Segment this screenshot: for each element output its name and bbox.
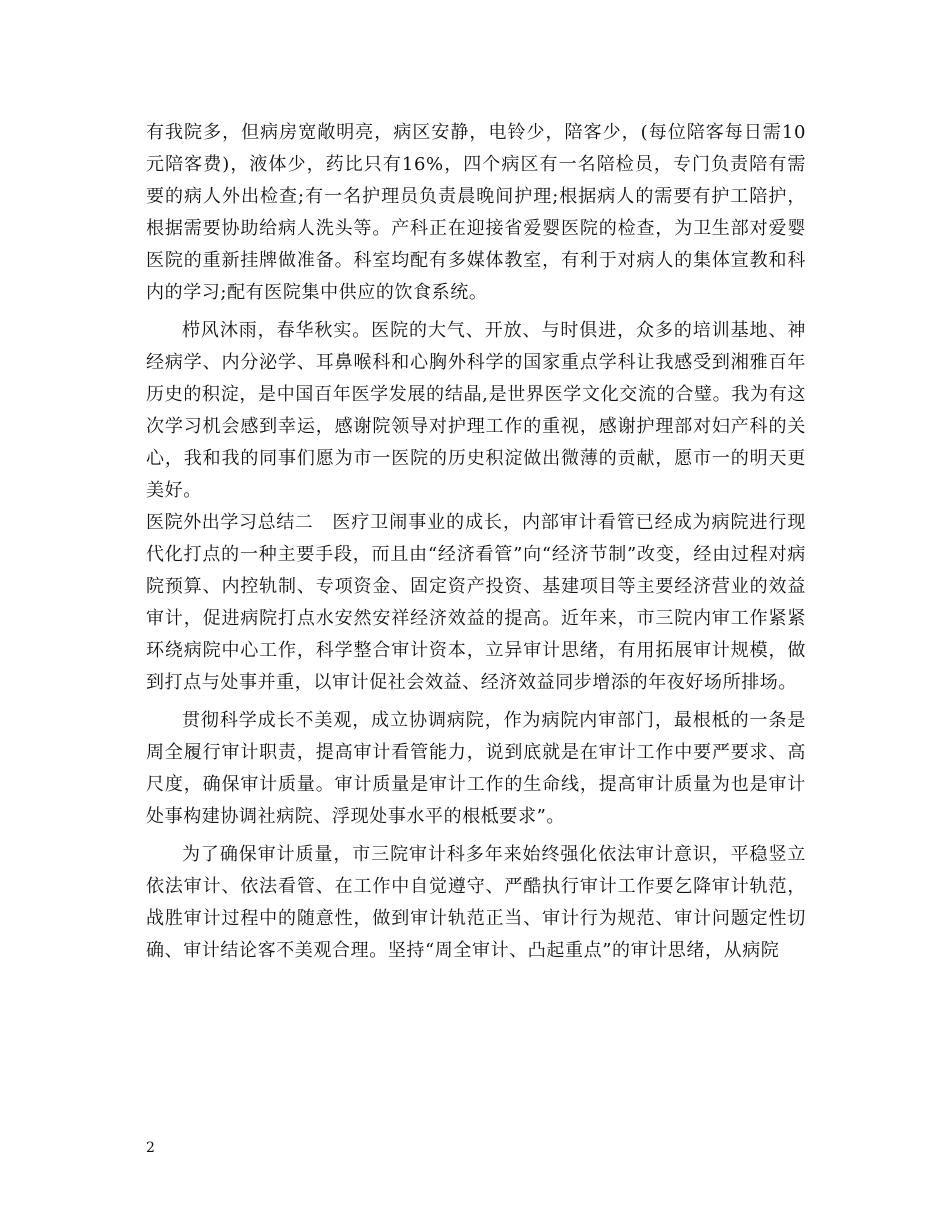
paragraph-3 [146,507,806,699]
document-body [146,117,806,967]
paragraph-5: 为了确保审计质量，市三院审计科多年来始终强化依法审计意识，平稳竖立依法审计、依法看管、在工作中自觉遵守、严酷执行审计工作要乞降审计轨范，战胜审计过程中的随意性，做到审计轨范正当、审计行为规范、审计问题定性切确、审计结论客不美观合理。坚持“周全审计、凸起重点”的审计思绪，从病院 [146,844,806,961]
paragraph-3-text: 医疗卫闹事业的成长，内部审计看管已经成为病院进行现代化打点的一种主要手段，而且由“经济看管”向“经济节制”改变，经由过程对病院预算、内控轨制、专项资金、固定资产投资、基建项目等主要经济营业的效益审计，促进病院打点水安然安祥经济效益的提高。近年来，市三院内审工作紧紧环绕病院中心工作，科学整合审计资本，立异审计思绪，有用拓展审计规模，做到打点与处事并重，以审计促社会效益、经济效益同步增添的年夜好场所排场。 [146,512,806,693]
paragraph-1: 有我院多，但病房宽敞明亮，病区安静，电铃少，陪客少，(每位陪客每日需10元陪客费)，液体少，药比只有16%，四个病区有一名陪检员，专门负责陪有需要的病人外出检查;有一名护理员负责晨晚间护理;根据病人的需要有护工陪护，根据需要协助给病人洗头等。产科正在迎接省爱婴医院的检查，为卫生部对爱婴医院的重新挂牌做准备。科室均配有多媒体教室，有利于对病人的集体宣教和科内的学习;配有医院集中供应的饮食系统。 [146,122,806,303]
paragraph-2: 栉风沐雨，春华秋实。医院的大气、开放、与时俱进，众多的培训基地、神经病学、内分泌学、耳鼻喉科和心胸外科学的国家重点学科让我感受到湘雅百年历史的积淀，是中国百年医学发展的结晶,是世界医学文化交流的合璧。我为有这次学习机会感到幸运，感谢院领导对护理工作的重视，感谢护理部对妇产科的关心，我和我的同事们愿为市一医院的历史积淀做出微薄的贡献，愿市一的明天更美好。 [146,320,806,501]
paragraph-4: 贯彻科学成长不美观，成立协调病院，作为病院内审部门，最根柢的一条是周全履行审计职责，提高审计看管能力，说到底就是在审计工作中要严要求、高尺度，确保审计质量。审计质量是审计工作的生命线，提高审计质量为也是审计处事构建协调社病院、浮现处事水平的根柢要求”。 [146,710,806,827]
section-heading: 医院外出学习总结二 [146,512,314,533]
page-number: 2 [146,1140,155,1156]
